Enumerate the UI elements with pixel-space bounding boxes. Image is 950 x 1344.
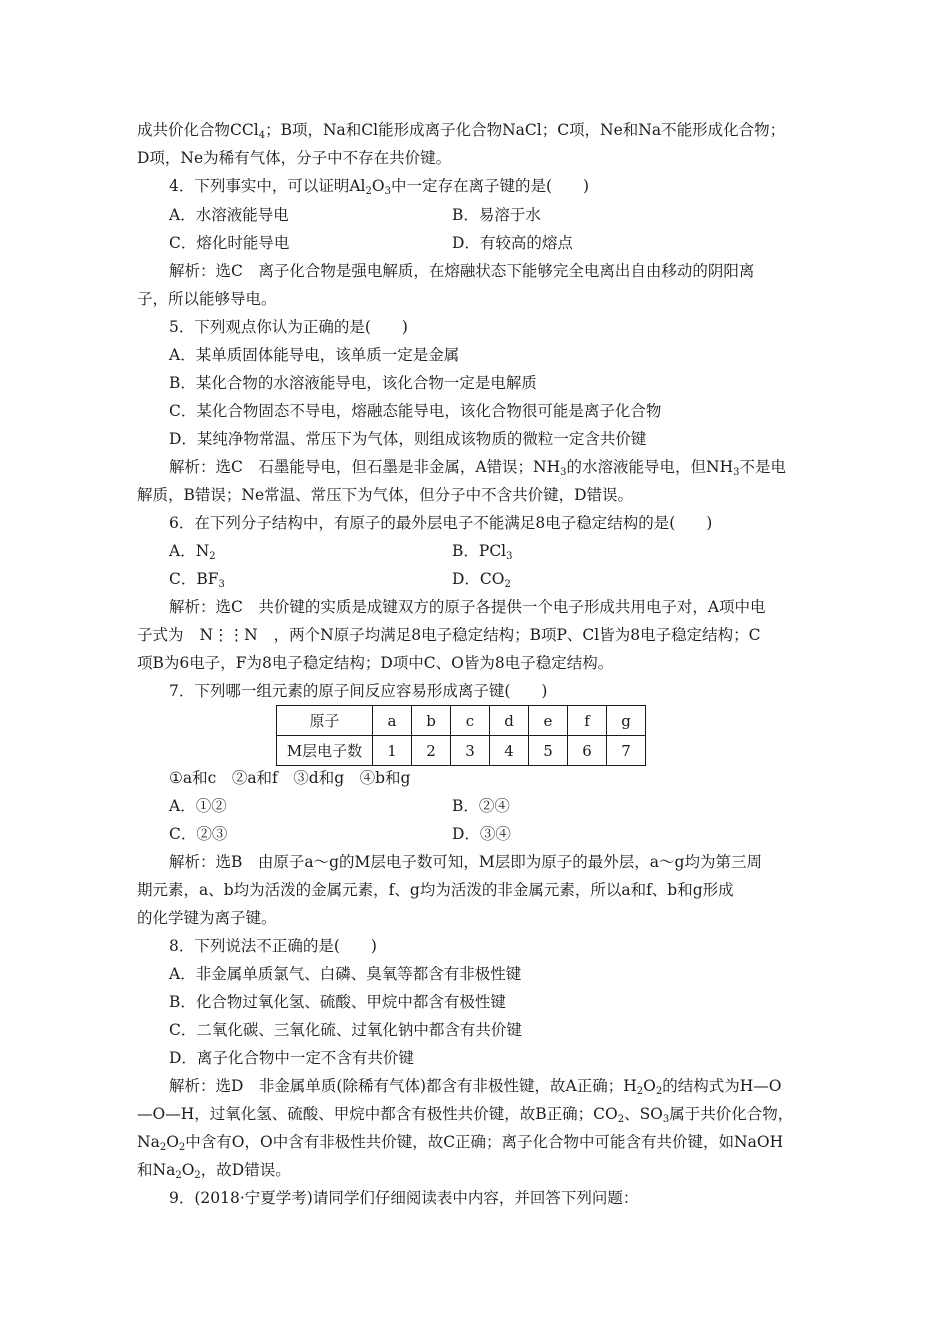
option-d: D．$CO_2$ xyxy=(452,570,511,590)
table-cell: b xyxy=(412,706,451,736)
option-c: C．熔化时能导电 xyxy=(169,234,290,252)
table-cell: 7 xyxy=(607,736,646,766)
option-a: A．某单质固体能导电，该单质一定是金属 xyxy=(169,346,460,364)
option-c: C．二氧化碳、三氧化硫、过氧化钠中都含有共价键 xyxy=(169,1021,522,1039)
table-cell: f xyxy=(568,706,607,736)
option-a: A．①② xyxy=(169,797,227,815)
question-9-stem: 9．(2018·宁夏学考)请同学们仔细阅读表中内容，并回答下列问题： xyxy=(169,1189,639,1207)
option-b: B．易溶于水 xyxy=(452,206,541,224)
option-d: D．有较高的熔点 xyxy=(452,234,573,252)
option-d: D．某纯净物常温、常压下为气体，则组成该物质的微粒一定含共价键 xyxy=(169,430,647,448)
table-cell: d xyxy=(490,706,529,736)
table-cell: g xyxy=(607,706,646,736)
option-d: D．离子化合物中一定不含有共价键 xyxy=(169,1049,414,1067)
answer-analysis: 的化学键为离子键。 xyxy=(137,909,277,927)
answer-analysis: 解析：选C 离子化合物是强电解质，在熔融状态下能够完全电离出自由移动的阴阳离 xyxy=(169,262,755,280)
option-b: B．②④ xyxy=(452,797,510,815)
electron-formula: N⋮⋮N xyxy=(199,626,258,644)
answer-analysis: 期元素，a、b均为活泼的金属元素，f、g均为活泼的非金属元素，所以a和f、b和g形成 xyxy=(137,881,734,899)
option-c: C．$BF_3$ xyxy=(169,570,225,590)
question-4-stem: 4．下列事实中，可以证明$Al_2O_3$中一定存在离子键的是( ) xyxy=(169,177,590,197)
option-a: A．$N_2$ xyxy=(169,542,216,562)
answer-analysis: 解质，B错误；Ne常温、常压下为气体，但分子中不含共价键，D错误。 xyxy=(137,486,634,504)
table-cell: 3 xyxy=(451,736,490,766)
table-cell: 原子 xyxy=(277,706,373,736)
text-line: 成共价化合物CCl$_4$；B项，Na和Cl能形成离子化合物NaCl；C项，Ne和Na不能形成化合物； xyxy=(137,121,786,141)
answer-analysis: 解析：选C 石墨能导电，但石墨是非金属，A错误；$NH_3$的水溶液能导电，但$NH_3$不是电 xyxy=(169,458,786,478)
question-7-stem: 7．下列哪一组元素的原子间反应容易形成离子键( ) xyxy=(169,682,548,700)
table-row xyxy=(277,706,646,736)
table-cell: e xyxy=(529,706,568,736)
table-cell: 1 xyxy=(373,736,412,766)
table-cell: M层电子数 xyxy=(277,736,373,766)
option-c: C．某化合物固态不导电，熔融态能导电，该化合物很可能是离子化合物 xyxy=(169,402,662,420)
answer-analysis: $Na_2O_2$中含有O，O中含有非极性共价键，故C正确；离子化合物中可能含有共价键，如NaOH xyxy=(137,1133,784,1153)
answer-analysis: 子式为 N⋮⋮N ，两个N原子均满足8电子稳定结构；B项P、Cl皆为8电子稳定结构；C xyxy=(137,626,761,644)
answer-analysis: 子，所以能够导电。 xyxy=(137,290,277,308)
question-6-stem: 6．在下列分子结构中，有原子的最外层电子不能满足8电子稳定结构的是( ) xyxy=(169,514,713,532)
option-a: A．水溶液能导电 xyxy=(169,206,289,224)
answer-analysis: —O—H，过氧化氢、硫酸、甲烷中都含有极性共价键，故B正确；$CO_2$、$SO_3$属于共价化合物， xyxy=(137,1105,794,1125)
answer-analysis: 项B为6电子，F为8电子稳定结构；D项中C、O皆为8电子稳定结构。 xyxy=(137,654,614,672)
answer-analysis: 解析：选B 由原子a～g的M层电子数可知，M层即为原子的最外层，a～g均为第三周 xyxy=(169,853,762,871)
option-b: B．某化合物的水溶液能导电，该化合物一定是电解质 xyxy=(169,374,537,392)
answer-analysis: 解析：选D 非金属单质(除稀有气体)都含有非极性键，故A正确；$H_2O_2$的结构式为H—O xyxy=(169,1077,782,1097)
option-b: B．化合物过氧化氢、硫酸、甲烷中都含有极性键 xyxy=(169,993,506,1011)
answer-analysis: 和$Na_2O_2$，故D错误。 xyxy=(137,1161,291,1181)
question-8-stem: 8．下列说法不正确的是( ) xyxy=(169,937,377,955)
table-cell: c xyxy=(451,706,490,736)
table-cell: 4 xyxy=(490,736,529,766)
question-5-stem: 5．下列观点你认为正确的是( ) xyxy=(169,318,408,336)
option-list: ①a和c ②a和f ③d和g ④b和g xyxy=(169,769,411,787)
option-d: D．③④ xyxy=(452,825,511,843)
text-line: D项，Ne为稀有气体，分子中不存在共价键。 xyxy=(137,149,452,167)
table-cell: 2 xyxy=(412,736,451,766)
table-cell: 5 xyxy=(529,736,568,766)
table-cell: a xyxy=(373,706,412,736)
answer-analysis: 解析：选C 共价键的实质是成键双方的原子各提供一个电子形成共用电子对，A项中电 xyxy=(169,598,766,616)
option-b: B．PCl$_3$ xyxy=(452,542,513,562)
table-row xyxy=(277,736,646,766)
option-c: C．②③ xyxy=(169,825,228,843)
option-a: A．非金属单质氯气、白磷、臭氧等都含有非极性键 xyxy=(169,965,522,983)
electron-table xyxy=(276,705,646,766)
table-cell: 6 xyxy=(568,736,607,766)
